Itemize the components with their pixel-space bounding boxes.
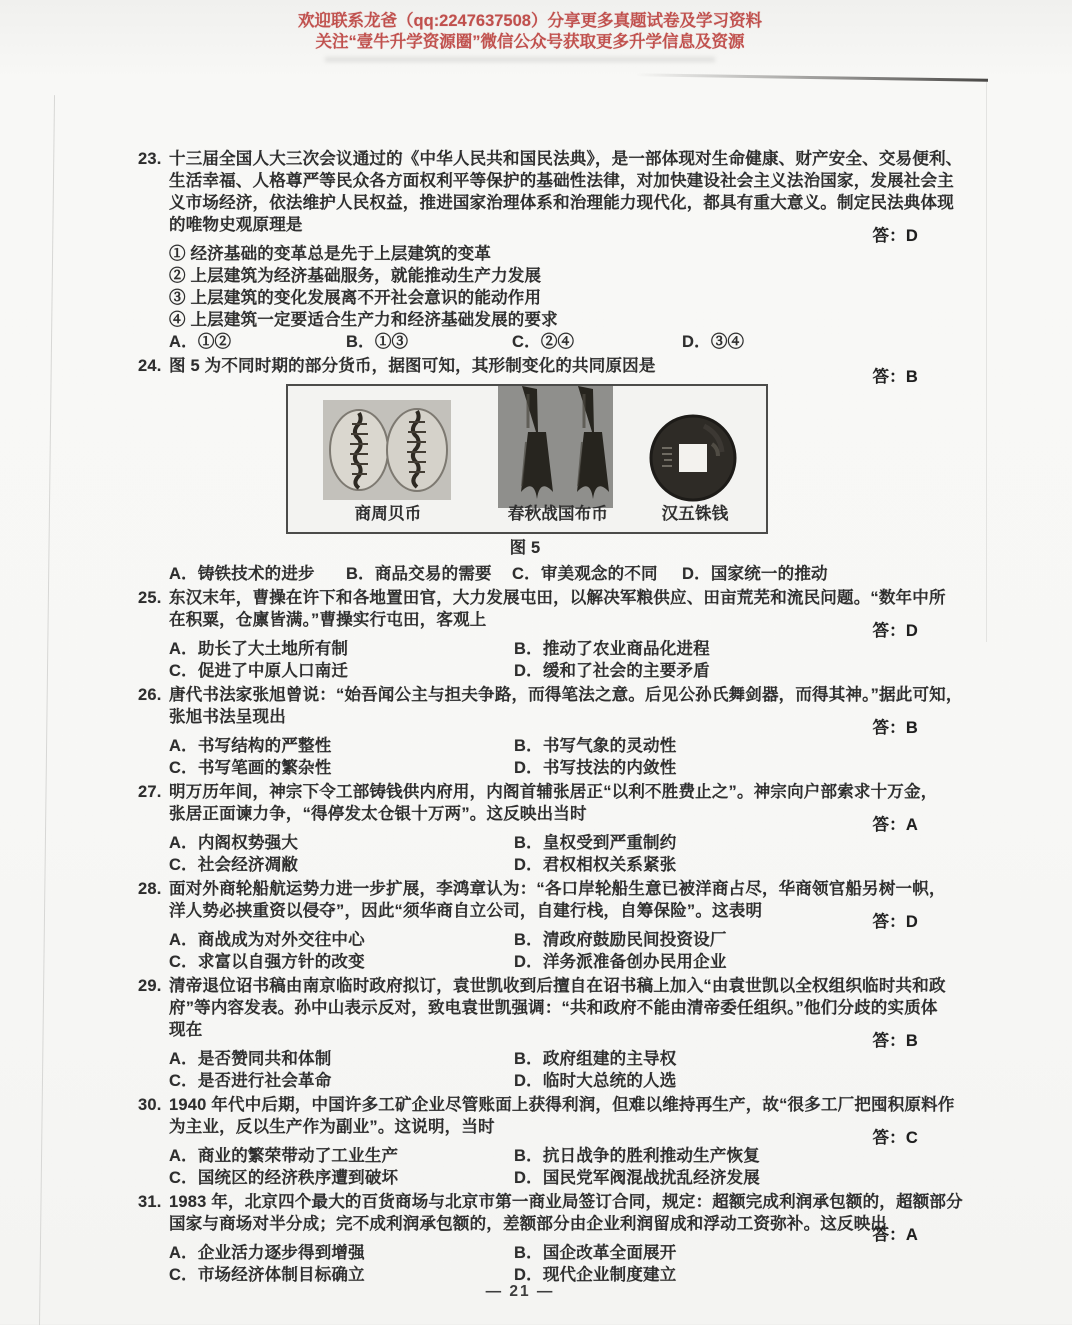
sub-option: ④ 上层建筑一定要适合生产力和经济基础发展的要求	[169, 311, 558, 329]
option-label: C．市场经济体制目标确立	[169, 1266, 365, 1284]
option-label: D．③④	[682, 333, 745, 351]
answer-label: 答：A	[872, 1226, 918, 1244]
options-row	[169, 563, 932, 585]
option-label: A．是否赞同共和体制	[169, 1050, 332, 1068]
question-stem	[169, 1094, 955, 1138]
question-29	[138, 975, 946, 1092]
page-left-edge-line	[39, 95, 55, 1325]
options-row	[169, 832, 932, 876]
stem-line: 明万历年间，神宗下令工部铸钱供内府用，内阁首辅张居正“以利不胜费止之”。神宗向户部索求十万金，	[169, 783, 938, 801]
question-25	[138, 587, 946, 682]
question-23	[138, 148, 963, 353]
question-30	[138, 1094, 955, 1189]
option-label: C．求富以自强方针的改变	[169, 953, 365, 971]
question-number: 30.	[138, 1096, 162, 1114]
option-label: A．商战成为对外交往中心	[169, 931, 365, 949]
question-number: 24.	[138, 357, 162, 375]
option-label: B．政府组建的主导权	[514, 1050, 677, 1068]
question-stem	[169, 684, 963, 728]
sub-option: ① 经济基础的变革总是先于上层建筑的变革	[169, 245, 492, 263]
stem-line: 张居正面谏力争，“得停发太仓银十万两”。这反映出当时	[169, 805, 587, 823]
stem-line: 府”等内容发表。孙中山表示反对，致电袁世凯强调：“共和政府不能由清帝委任组织。”他们分歧的实质体	[169, 999, 938, 1017]
page-top-shadow	[325, 57, 715, 62]
question-number: 28.	[138, 880, 162, 898]
stem-line: 国家与商场对半分成；完不成利润承包额的，差额部分由企业利润留成和浮动工资弥补。这反映出	[169, 1215, 888, 1233]
option-label: C．②④	[512, 333, 575, 351]
answer-label: 答：C	[872, 1129, 918, 1147]
option-label: A．铸铁技术的进步	[169, 565, 315, 583]
option-label: D．君权相权关系紧张	[514, 856, 677, 874]
spade-coins-image	[498, 386, 613, 508]
option-label: C．书写笔画的繁杂性	[169, 759, 332, 777]
answer-label: 答：B	[872, 719, 918, 737]
option-label: B．皇权受到严重制约	[514, 834, 677, 852]
question-24	[138, 355, 932, 585]
options-row	[169, 1242, 932, 1286]
option-label: C．审美观念的不同	[512, 565, 658, 583]
question-stem	[169, 781, 938, 825]
stem-line: 东汉末年，曹操在许下和各地置田官，大力发展屯田，以解决军粮供应、田亩荒芜和流民问题。“数年中所	[169, 589, 946, 607]
sub-option: ③ 上层建筑的变化发展离不开社会意识的能动作用	[169, 289, 542, 307]
question-number: 26.	[138, 686, 162, 704]
question-28	[138, 878, 946, 973]
option-label: B．商品交易的需要	[346, 565, 492, 583]
question-stem	[169, 878, 946, 922]
page-number: — 21 —	[485, 1283, 555, 1300]
answer-label: 答：A	[872, 816, 918, 834]
option-label: C．促进了中原人口南迁	[169, 662, 349, 680]
page-right-edge-line	[986, 82, 987, 642]
option-label: A．书写结构的严整性	[169, 737, 332, 755]
option-label: C．社会经济凋敝	[169, 856, 299, 874]
question-stem	[169, 587, 946, 631]
answer-label: 答：B	[872, 1032, 918, 1050]
stem-line: 在积粟，仓廪皆满。”曹操实行屯田，客观上	[169, 611, 487, 629]
question-number: 27.	[138, 783, 162, 801]
option-label: D．书写技法的内敛性	[514, 759, 677, 777]
answer-label: 答：D	[872, 227, 918, 245]
question-number: 25.	[138, 589, 162, 607]
figure-caption: 春秋战国布币	[507, 505, 609, 523]
option-label: B．推动了农业商品化进程	[514, 640, 710, 658]
stem-line: 1983 年，北京四个最大的百货商场与北京市第一商业局签订合同，规定：超额完成利润承包额的，超额部分	[169, 1193, 963, 1211]
option-label: A．企业活力逐步得到增强	[169, 1244, 365, 1262]
options-row	[169, 638, 932, 682]
stem-line: 为主业，反以生产作为副业”。这说明，当时	[169, 1118, 495, 1136]
stem-line: 的唯物史观原理是	[169, 216, 303, 234]
stem-line: 义市场经济，依法维护人民权益，推进国家治理体系和治理能力现代化，都具有重大意义。制定民法典体现	[169, 194, 954, 212]
promo-header	[0, 11, 1060, 53]
option-label: A．①②	[169, 333, 232, 351]
question-31	[138, 1191, 963, 1286]
figure-caption: 汉五铢钱	[661, 505, 729, 523]
question-stem	[169, 1191, 963, 1235]
figure-box	[286, 384, 768, 534]
stem-line: 生活幸福、人格尊严等民众各方面权利平等保护的基础性法律，对加快建设社会主义法治国家，发展社会主	[169, 172, 954, 190]
option-label: D．缓和了社会的主要矛盾	[514, 662, 710, 680]
options-row	[169, 1048, 932, 1092]
stem-line: 面对外商轮船航运势力进一步扩展，李鸿章认为：“各口岸轮船生意已被洋商占尽，华商领官船另树一帜，	[169, 880, 946, 898]
stem-line: 十三届全国人大三次会议通过的《中华人民共和国民法典》，是一部体现对生命健康、财产安全、交易便利、	[169, 150, 963, 168]
stem-line: 洋人势必挟重资以侵夺”，因此“须华商自立公司，自建行栈，自筹保险”。这表明	[169, 902, 763, 920]
stem-line: 图 5 为不同时期的部分货币，据图可知，其形制变化的共同原因是	[169, 357, 656, 375]
option-label: C．国统区的经济秩序遭到破坏	[169, 1169, 399, 1187]
question-stem	[169, 148, 963, 236]
question-number: 31.	[138, 1193, 162, 1211]
question-stem	[169, 355, 932, 377]
options-row	[169, 1145, 932, 1189]
question-27	[138, 781, 938, 876]
option-label: B．书写气象的灵动性	[514, 737, 677, 755]
figure-label: 图 5	[509, 539, 541, 557]
option-label: C．是否进行社会革命	[169, 1072, 332, 1090]
options-row	[169, 331, 932, 353]
answer-label: 答：B	[872, 368, 918, 386]
answer-label: 答：D	[872, 622, 918, 640]
option-label: D．国民党军阀混战扰乱经济发展	[514, 1169, 760, 1187]
options-row	[169, 735, 932, 779]
option-label: D．现代企业制度建立	[514, 1266, 677, 1284]
round-coin-image	[646, 414, 740, 502]
promo-line-2: 关注“壹牛升学资源圈”微信公众号获取更多升学信息及资源	[315, 33, 745, 51]
option-label: B．①③	[346, 333, 409, 351]
option-label: A．商业的繁荣带动了工业生产	[169, 1147, 399, 1165]
stem-line: 1940 年代中后期，中国许多工矿企业尽管账面上获得利润，但难以维持再生产，故“很多工厂把囤积原料作	[169, 1096, 955, 1114]
stem-line: 清帝退位诏书稿由南京临时政府拟订，袁世凯收到后擅自在诏书稿上加入“由袁世凯以全权组织临时共和政	[169, 977, 946, 995]
option-label: B．国企改革全面展开	[514, 1244, 677, 1262]
question-number: 23.	[138, 150, 162, 168]
options-row	[169, 929, 932, 973]
option-label: D．洋务派准备创办民用企业	[514, 953, 727, 971]
answer-label: 答：D	[872, 913, 918, 931]
sub-option: ② 上层建筑为经济基础服务，就能推动生产力发展	[169, 267, 542, 285]
option-label: A．助长了大土地所有制	[169, 640, 349, 658]
questions	[138, 148, 963, 1288]
question-26	[138, 684, 963, 779]
figure-caption: 商周贝币	[354, 505, 422, 523]
option-label: B．抗日战争的胜利推动生产恢复	[514, 1147, 760, 1165]
stem-line: 现在	[169, 1021, 203, 1039]
page-top-edge-line	[636, 73, 988, 82]
option-label: B．清政府鼓励民间投资设厂	[514, 931, 727, 949]
question-number: 29.	[138, 977, 162, 995]
cowrie-shells-image	[323, 400, 451, 500]
promo-line-1: 欢迎联系龙爸（qq:2247637508）分享更多真题试卷及学习资料	[298, 12, 762, 30]
question-stem	[169, 975, 946, 1041]
stem-line: 张旭书法呈现出	[169, 708, 286, 726]
stem-line: 唐代书法家张旭曾说：“始吾闻公主与担夫争路，而得笔法之意。后见公孙氏舞剑器，而得其神。”据此可知，	[169, 686, 963, 704]
option-label: D．临时大总统的人选	[514, 1072, 677, 1090]
option-label: A．内阁权势强大	[169, 834, 299, 852]
option-label: D．国家统一的推动	[682, 565, 828, 583]
